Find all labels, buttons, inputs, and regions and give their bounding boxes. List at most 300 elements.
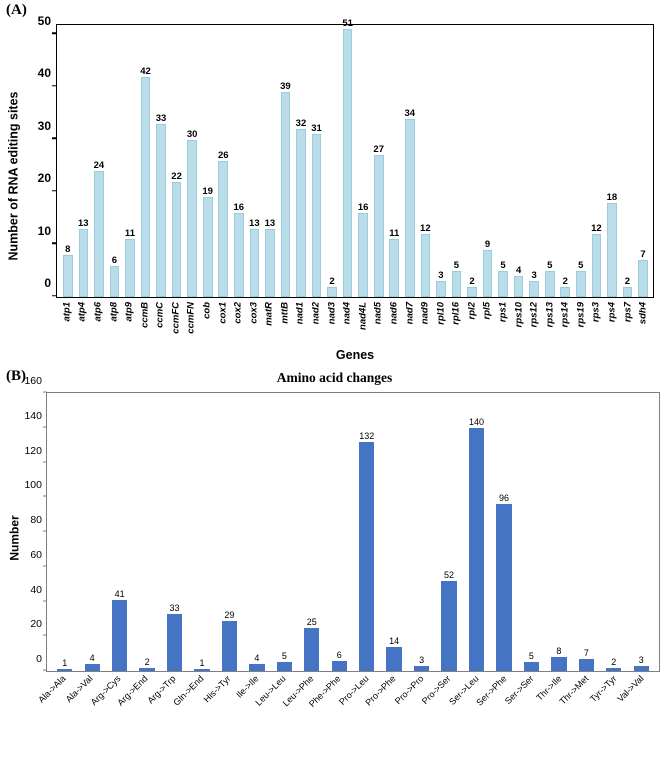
chart-a-bar-column bbox=[262, 24, 278, 297]
chart-b-bar-column bbox=[435, 393, 462, 671]
chart-b-y-axis-title bbox=[4, 408, 26, 668]
chart-b-x-tick-label: Leu->Leu bbox=[253, 673, 288, 708]
chart-a-x-tick bbox=[635, 300, 651, 352]
chart-a-plot-area bbox=[37, 13, 654, 298]
chart-a-bar-column bbox=[278, 24, 294, 297]
chart-a-x-tick bbox=[448, 300, 464, 352]
chart-a-x-tick bbox=[168, 300, 184, 352]
chart-a-bar-value: 2 bbox=[624, 275, 631, 287]
chart-b-bar-value: 3 bbox=[419, 654, 425, 665]
chart-a-bar-value: 12 bbox=[420, 223, 431, 234]
chart-a-bar-column bbox=[604, 24, 620, 297]
chart-b-bar-value: 4 bbox=[254, 653, 260, 664]
chart-a-bar-column bbox=[480, 24, 496, 297]
chart-a-bar-value: 2 bbox=[469, 275, 475, 287]
chart-b-bar-column bbox=[243, 393, 270, 671]
chart-a-x-tick-label: cox2 bbox=[232, 302, 244, 324]
chart-b-x-tick-label: Arg->End bbox=[115, 673, 150, 708]
chart-a-bar-column bbox=[200, 24, 216, 297]
chart-a-bar-column bbox=[449, 24, 465, 297]
chart-a-x-tick-label: atp8 bbox=[108, 302, 120, 322]
chart-b-bar-value: 8 bbox=[556, 646, 562, 657]
chart-a-x-tick-label: nad5 bbox=[372, 302, 384, 325]
chart-b-bar-column bbox=[628, 393, 655, 671]
chart-b-bar-column bbox=[133, 393, 160, 671]
chart-b-bar bbox=[304, 616, 319, 671]
chart-a-bar-column bbox=[433, 24, 449, 297]
chart-a-bar-column bbox=[215, 24, 231, 297]
chart-b-bar bbox=[469, 416, 485, 671]
chart-b-bar-column bbox=[463, 393, 490, 671]
chart-a-x-tick-label: nad4L bbox=[357, 302, 369, 330]
chart-b-bar-value: 6 bbox=[336, 649, 342, 660]
chart-a-bar-value: 33 bbox=[155, 112, 167, 124]
chart-a-bar-value: 24 bbox=[93, 160, 105, 171]
chart-a-y-tick-label: 50 bbox=[37, 13, 51, 28]
chart-a-bar bbox=[171, 170, 182, 298]
chart-b-bar-value: 5 bbox=[281, 651, 287, 662]
chart-b-bar bbox=[496, 493, 511, 671]
chart-b-y-tick-label: 20 bbox=[30, 618, 42, 631]
chart-a-bar-value: 9 bbox=[484, 238, 491, 250]
chart-a-bar-column bbox=[107, 24, 123, 297]
chart-b-y-tick-label: 60 bbox=[30, 548, 42, 561]
chart-a-bar-column bbox=[122, 24, 138, 297]
chart-a-x-tick-label: rps12 bbox=[528, 302, 540, 328]
chart-a-x-tick bbox=[184, 300, 200, 352]
chart-b-x-tick-label: Ser->Phe bbox=[473, 673, 509, 708]
chart-a-bar-column bbox=[526, 24, 542, 297]
chart-a-x-tick bbox=[262, 300, 278, 352]
chart-a-bar bbox=[638, 249, 648, 297]
chart-a-bar-value: 11 bbox=[124, 228, 135, 240]
chart-a-bar bbox=[373, 144, 384, 297]
chart-b-bar bbox=[359, 430, 375, 671]
chart-a-bar bbox=[202, 186, 213, 297]
chart-b-bar-value: 52 bbox=[444, 569, 455, 580]
chart-b-bar bbox=[414, 654, 429, 671]
chart-a-bar-value: 34 bbox=[404, 107, 416, 119]
chart-b-bars bbox=[47, 393, 659, 671]
chart-a-x-tick-label: rps3 bbox=[590, 302, 602, 323]
chart-b-x-tick-label: Tyr->Tyr bbox=[587, 673, 619, 705]
chart-a-x-tick-label: atp6 bbox=[92, 302, 104, 322]
chart-a bbox=[0, 13, 669, 366]
chart-a-bar bbox=[295, 118, 307, 297]
chart-a-y-tick-label: 30 bbox=[37, 118, 51, 133]
chart-a-x-tick bbox=[573, 300, 589, 352]
chart-b-x-tick bbox=[280, 673, 326, 744]
chart-b-bar-value: 14 bbox=[389, 635, 400, 646]
chart-b-bar-column bbox=[490, 393, 517, 671]
chart-a-bar bbox=[233, 202, 245, 297]
chart-b-bar-value: 132 bbox=[359, 430, 375, 441]
chart-a-x-axis-title: Genes bbox=[335, 348, 375, 362]
chart-b-bar bbox=[441, 569, 456, 671]
chart-a-y-tick-label: 0 bbox=[44, 276, 51, 290]
chart-a-x-tick-label: cox3 bbox=[248, 302, 260, 324]
panel-a-label: (A) bbox=[6, 2, 27, 18]
chart-b-bar bbox=[277, 651, 292, 671]
chart-b-x-tick-label: Pro->Phe bbox=[363, 673, 398, 708]
chart-b-bar-value: 1 bbox=[62, 658, 68, 669]
chart-a-bar-value: 8 bbox=[65, 244, 71, 255]
chart-a-bar-value: 13 bbox=[264, 217, 276, 229]
chart-a-x-tick-label: atp9 bbox=[123, 302, 135, 322]
chart-a-bar-value: 30 bbox=[186, 128, 198, 140]
chart-a-bar bbox=[217, 149, 229, 298]
panel-b-amino-acid-changes bbox=[0, 368, 669, 768]
chart-a-bar-column bbox=[60, 24, 76, 297]
chart-b-x-tick-label: Val->Val bbox=[615, 673, 646, 704]
chart-b-bar bbox=[524, 651, 539, 671]
chart-a-x-tick bbox=[386, 300, 402, 352]
chart-b-bar-column bbox=[380, 393, 407, 671]
chart-b-x-tick-label: Pro->Leu bbox=[336, 673, 371, 707]
chart-a-x-tick-label: rps10 bbox=[513, 302, 525, 328]
chart-a-x-tick bbox=[137, 300, 153, 352]
chart-a-x-tick-label: rps4 bbox=[606, 302, 618, 323]
chart-b-bar-column bbox=[545, 393, 572, 671]
chart-a-bar-column bbox=[309, 24, 325, 297]
chart-a-bar-column bbox=[324, 24, 340, 297]
chart-b-x-tick bbox=[307, 673, 353, 744]
chart-a-x-tick-label: rpl10 bbox=[435, 302, 447, 325]
chart-a-x-tick bbox=[230, 300, 246, 352]
chart-a-bar-column bbox=[558, 24, 574, 297]
chart-a-x-tick bbox=[90, 300, 106, 352]
chart-a-bar bbox=[483, 238, 493, 297]
chart-a-x-tick bbox=[293, 300, 309, 352]
chart-a-x-tick bbox=[620, 300, 636, 352]
chart-a-bar-value: 6 bbox=[111, 254, 118, 266]
chart-b-x-tick-label: Ser->Leu bbox=[447, 673, 481, 707]
chart-a-bar-column bbox=[340, 18, 356, 297]
chart-a-bar bbox=[327, 275, 337, 298]
chart-b-bar-value: 33 bbox=[169, 602, 180, 613]
chart-a-bar-column bbox=[589, 24, 605, 297]
chart-a-bar-column bbox=[355, 24, 371, 297]
chart-b-x-tick-label: Ile->Ile bbox=[233, 673, 261, 700]
chart-a-y-tick-label: 20 bbox=[37, 171, 51, 185]
chart-a-x-tick-label: atp4 bbox=[76, 302, 88, 322]
chart-a-bar bbox=[280, 81, 291, 297]
chart-a-bar bbox=[591, 223, 602, 297]
chart-a-bar-value: 22 bbox=[171, 170, 182, 182]
chart-a-bar-value: 4 bbox=[515, 265, 522, 276]
chart-a-bar-value: 39 bbox=[280, 81, 291, 93]
chart-a-x-tick bbox=[542, 300, 558, 352]
chart-a-x-tick bbox=[75, 300, 91, 352]
chart-a-bars bbox=[57, 18, 654, 297]
chart-b-bar-column bbox=[161, 393, 188, 671]
chart-b-x-tick-label: Ala->Ala bbox=[35, 673, 68, 705]
chart-a-bar-value: 16 bbox=[357, 202, 369, 213]
chart-b-bar-value: 25 bbox=[306, 616, 317, 627]
chart-b-x-tick-label: Phe->Phe bbox=[307, 673, 343, 710]
chart-a-x-tick bbox=[480, 300, 496, 352]
chart-a-x-tick bbox=[417, 300, 433, 352]
chart-a-bar-column bbox=[184, 24, 200, 297]
chart-a-x-tick-label: nad4 bbox=[341, 302, 353, 325]
chart-a-x-tick bbox=[246, 300, 262, 352]
chart-a-x-tick-label: ccmFN bbox=[185, 302, 197, 334]
chart-b-x-tick-label: His->Tyr bbox=[201, 673, 233, 705]
chart-b-bar bbox=[634, 654, 649, 671]
chart-a-bar-value: 13 bbox=[249, 217, 260, 229]
chart-b-bar bbox=[57, 658, 72, 671]
chart-a-bar bbox=[467, 275, 477, 298]
chart-a-x-tick-label: ccmFC bbox=[170, 302, 182, 334]
chart-a-bar-column bbox=[573, 24, 589, 297]
chart-a-x-tick-label: rps14 bbox=[559, 302, 571, 328]
chart-b-bar bbox=[606, 656, 621, 671]
chart-b-x-tick-label: Ala->Val bbox=[64, 673, 95, 705]
chart-a-x-tick-label: nad1 bbox=[294, 302, 306, 325]
chart-b-x-tick-label: Gln->End bbox=[170, 673, 206, 708]
chart-a-bar-column bbox=[293, 24, 309, 297]
chart-a-y-axis-title-text: Number of RNA editing sites bbox=[6, 91, 20, 261]
chart-a-x-tick-label: rps19 bbox=[575, 302, 587, 328]
chart-a-bar bbox=[311, 123, 322, 297]
chart-a-bar bbox=[186, 128, 198, 298]
chart-a-bar-value: 32 bbox=[295, 118, 307, 129]
chart-b-bar bbox=[194, 658, 209, 671]
chart-b-bar-value: 1 bbox=[199, 658, 205, 669]
chart-a-bar-value: 19 bbox=[202, 186, 213, 198]
chart-a-x-tick-label: matR bbox=[263, 302, 275, 326]
chart-b-bar bbox=[332, 649, 347, 671]
chart-a-bar-value: 5 bbox=[578, 259, 584, 271]
chart-a-bar bbox=[93, 160, 105, 297]
chart-b-bar-value: 96 bbox=[498, 493, 509, 504]
chart-a-x-tick-label: sdh4 bbox=[637, 302, 649, 325]
chart-a-bar bbox=[529, 270, 539, 297]
chart-a-bar-value: 42 bbox=[140, 65, 151, 77]
chart-a-bar bbox=[124, 228, 135, 297]
chart-a-bar bbox=[560, 275, 570, 298]
chart-a-bar bbox=[452, 259, 462, 297]
chart-b-x-tick bbox=[201, 673, 243, 744]
chart-b-x-tick-label: Arg->Cys bbox=[88, 673, 123, 708]
chart-a-bar-column bbox=[495, 24, 511, 297]
chart-a-y-axis-title bbox=[2, 46, 24, 306]
chart-b-bar-value: 41 bbox=[114, 588, 125, 599]
chart-b-bar-value: 29 bbox=[224, 609, 235, 620]
chart-a-y-tick-label: 10 bbox=[37, 223, 51, 238]
chart-b-bar-column bbox=[51, 393, 78, 671]
chart-a-bar-value: 5 bbox=[453, 259, 460, 271]
chart-b-y-axis-title-text: Number bbox=[8, 515, 22, 561]
chart-a-x-tick-label: rpl5 bbox=[481, 302, 493, 320]
chart-a-bar-value: 27 bbox=[373, 144, 384, 156]
chart-a-x-tick-label: nad6 bbox=[388, 302, 400, 325]
chart-a-bar-value: 2 bbox=[562, 275, 568, 287]
chart-b-bar-column bbox=[106, 393, 133, 671]
chart-a-bar bbox=[623, 275, 633, 298]
chart-a-x-tick bbox=[402, 300, 418, 352]
chart-a-x-tick-label: rpl16 bbox=[450, 302, 462, 325]
chart-a-x-tick-label: rps1 bbox=[497, 302, 509, 323]
chart-a-x-tick bbox=[59, 300, 75, 352]
chart-a-bar bbox=[357, 202, 369, 297]
chart-a-bar bbox=[110, 254, 120, 298]
chart-a-bar bbox=[514, 265, 524, 297]
chart-a-x-tick bbox=[339, 300, 355, 352]
chart-b-x-tick bbox=[115, 673, 161, 744]
chart-b-bar-column bbox=[518, 393, 545, 671]
chart-a-bar-value: 2 bbox=[329, 275, 335, 287]
chart-a-bar-column bbox=[138, 24, 154, 297]
chart-a-bar bbox=[606, 191, 618, 298]
chart-b-bar bbox=[139, 656, 154, 671]
chart-a-bar-column bbox=[464, 24, 480, 297]
chart-b-bar-column bbox=[78, 393, 105, 671]
chart-a-bar-column bbox=[635, 24, 651, 297]
chart-a-bar-value: 5 bbox=[500, 259, 506, 271]
chart-b-y-tick-label: 0 bbox=[36, 653, 42, 665]
chart-a-x-tick-label: ccmB bbox=[139, 302, 151, 328]
chart-b-y-tick-label: 160 bbox=[24, 375, 42, 387]
chart-a-bar bbox=[436, 270, 446, 297]
chart-a-bar bbox=[545, 259, 555, 297]
chart-b-y-tick-label: 120 bbox=[24, 444, 42, 457]
chart-a-bar bbox=[264, 217, 276, 297]
chart-a-bar-column bbox=[231, 24, 247, 297]
chart-a-bar bbox=[498, 259, 508, 297]
chart-a-bar bbox=[140, 65, 151, 298]
chart-a-x-tick-label: ccmC bbox=[154, 302, 166, 328]
chart-a-bar bbox=[63, 244, 73, 297]
chart-b-bar-column bbox=[326, 393, 353, 671]
chart-b-title: Amino acid changes bbox=[276, 370, 393, 385]
chart-a-x-tick-label: rps7 bbox=[622, 302, 634, 323]
panel-b-label: (B) bbox=[6, 368, 26, 384]
chart-b-bar-column bbox=[600, 393, 627, 671]
chart-a-x-tick bbox=[526, 300, 542, 352]
chart-a-bar-value: 12 bbox=[591, 223, 602, 234]
chart-a-bar-value: 18 bbox=[606, 191, 618, 203]
chart-a-y-tick-label: 40 bbox=[37, 66, 51, 80]
chart-a-x-tick bbox=[308, 300, 324, 352]
chart-a-bar-value: 31 bbox=[311, 123, 322, 135]
chart-b-bar bbox=[222, 609, 237, 671]
chart-a-bar-column bbox=[386, 24, 402, 297]
chart-b-bar bbox=[167, 602, 182, 671]
chart-b-bar-value: 2 bbox=[611, 656, 617, 667]
chart-b-x-tick-label: Thr->Ile bbox=[533, 673, 564, 703]
chart-a-bar bbox=[342, 18, 353, 297]
chart-b-x-tick-label: Ser->Ser bbox=[502, 673, 536, 707]
chart-b-x-tick bbox=[392, 673, 436, 744]
chart-a-bar-column bbox=[76, 24, 92, 297]
chart-a-bar-column bbox=[620, 24, 636, 297]
chart-b-x-tick-label: Thr->Met bbox=[557, 673, 591, 707]
chart-a-x-tick-label: nad7 bbox=[404, 302, 415, 325]
chart-a-x-tick bbox=[433, 300, 449, 352]
chart-a-x-tick-label: nad2 bbox=[310, 302, 322, 325]
chart-a-x-tick bbox=[589, 300, 605, 352]
chart-a-x-tick-label: nad3 bbox=[326, 302, 338, 325]
chart-a-bar-value: 3 bbox=[531, 270, 537, 282]
chart-a-x-tick bbox=[371, 300, 387, 352]
chart-a-x-tick bbox=[152, 300, 168, 352]
chart-b-bar bbox=[579, 647, 594, 671]
chart-b-x-tick bbox=[35, 673, 78, 744]
chart-b-bar-column bbox=[216, 393, 243, 671]
chart-a-bar bbox=[576, 259, 586, 297]
chart-b-bar-column bbox=[353, 393, 380, 671]
chart-b-bar bbox=[112, 588, 127, 671]
chart-a-x-tick-labels bbox=[56, 300, 654, 352]
chart-a-x-tick bbox=[121, 300, 137, 352]
chart-a-x-tick bbox=[511, 300, 527, 352]
chart-b-bar-value: 7 bbox=[583, 647, 589, 658]
chart-a-x-tick-label: nad9 bbox=[419, 302, 431, 325]
chart-b-y-tick-label: 40 bbox=[30, 583, 42, 596]
chart-a-x-tick bbox=[215, 300, 231, 352]
chart-b-x-tick bbox=[502, 673, 546, 744]
chart-a-bar-column bbox=[402, 24, 418, 297]
chart-a-bar-value: 11 bbox=[389, 228, 400, 240]
chart-b-bar-column bbox=[188, 393, 215, 671]
chart-b-x-tick-label: Pro->Pro bbox=[392, 673, 426, 707]
chart-b-y-tick-label: 80 bbox=[30, 514, 42, 526]
chart-b-bar-column bbox=[573, 393, 600, 671]
chart-a-bar-value: 7 bbox=[640, 249, 646, 261]
chart-b-x-tick-labels bbox=[35, 673, 660, 744]
chart-a-bar-value: 3 bbox=[438, 270, 444, 282]
chart-b-bar-column bbox=[298, 393, 325, 671]
chart-a-bar-value: 16 bbox=[233, 202, 245, 213]
chart-a-x-tick bbox=[199, 300, 215, 352]
chart-b-bar bbox=[249, 653, 264, 671]
chart-a-bar-column bbox=[418, 24, 434, 297]
chart-a-bar-value: 51 bbox=[342, 18, 353, 30]
chart-b-x-tick bbox=[587, 673, 629, 744]
chart-b-bar bbox=[386, 635, 401, 671]
chart-a-bar-column bbox=[542, 24, 558, 297]
chart-a-x-tick-label: mttB bbox=[279, 302, 291, 324]
chart-a-bar-value: 26 bbox=[217, 149, 229, 161]
chart-a-bar-column bbox=[153, 24, 169, 297]
chart-b-bar bbox=[551, 646, 566, 671]
chart-b-bar-value: 3 bbox=[638, 654, 644, 665]
chart-a-x-tick-label: cob bbox=[201, 302, 213, 319]
chart-b-x-tick bbox=[615, 673, 656, 744]
chart-a-bar-column bbox=[371, 24, 387, 297]
chart-a-bar bbox=[249, 217, 260, 297]
chart-a-x-tick-label: rpl2 bbox=[466, 302, 478, 320]
chart-a-x-tick bbox=[558, 300, 574, 352]
chart-a-bar bbox=[404, 107, 416, 298]
chart-a-bar bbox=[389, 228, 400, 297]
chart-b-x-tick-label: Leu->Phe bbox=[280, 673, 316, 709]
chart-b-x-tick-label: Pro->Ser bbox=[420, 673, 453, 707]
chart-b-x-tick bbox=[557, 673, 601, 744]
chart-a-bar-column bbox=[169, 24, 185, 297]
chart-b-bar bbox=[85, 653, 100, 671]
chart-b-bar-value: 4 bbox=[89, 653, 95, 664]
chart-a-x-tick bbox=[464, 300, 480, 352]
chart-a-x-tick bbox=[106, 300, 122, 352]
chart-a-x-tick-label: atp1 bbox=[61, 302, 73, 322]
chart-a-x-tick bbox=[495, 300, 511, 352]
chart-a-x-tick bbox=[324, 300, 340, 352]
chart-b-x-tick-label: Arg->Trp bbox=[145, 673, 178, 706]
chart-b-bar-column bbox=[408, 393, 435, 671]
chart-a-bar-column bbox=[247, 24, 263, 297]
